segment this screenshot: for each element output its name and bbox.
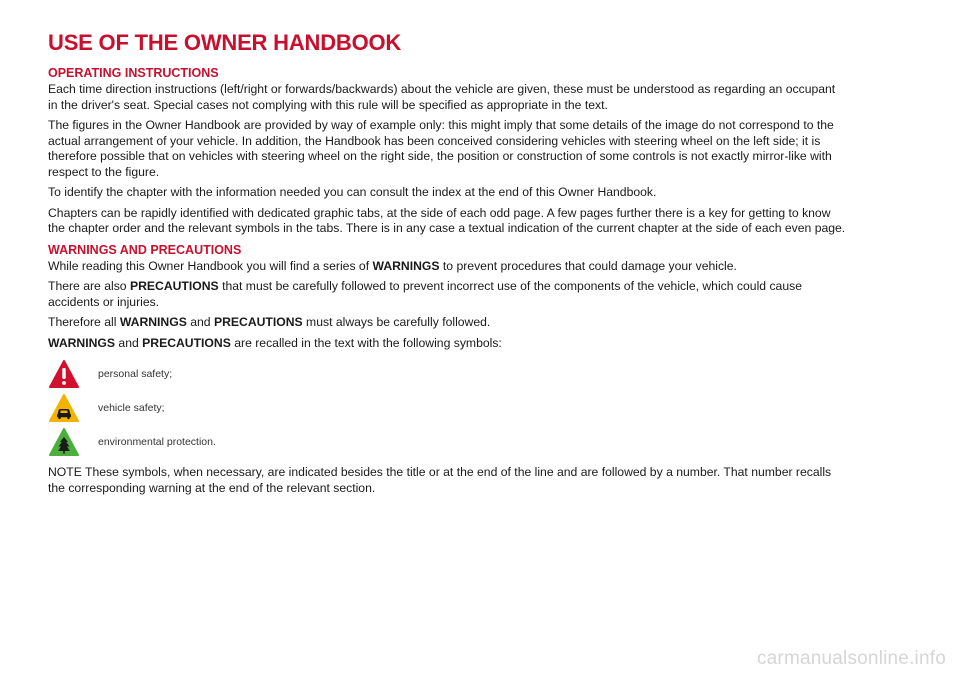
vehicle-safety-icon [48, 393, 80, 423]
personal-safety-icon [48, 359, 80, 389]
watermark: carmanualsonline.info [756, 648, 946, 669]
paragraph-follow: Therefore all WARNINGS and PRECAUTIONS must always be carefully followed. [48, 315, 491, 329]
symbol-label: personal safety; [98, 368, 173, 380]
section-heading-operating-instructions: OPERATING INSTRUCTIONS [48, 66, 219, 80]
symbol-label: vehicle safety; [98, 402, 165, 414]
paragraph-chapter-tabs: Chapters can be rapidly identified with dedicated graphic tabs, at the side of each odd page. A few pages further there is a key for getting to know the chapter order and the relevant symbols in the tabs. There is in any case a textual indication of the current chapter at the side of each even page. [48, 205, 846, 235]
symbol-row-vehicle-safety [48, 391, 848, 425]
paragraph-symbols-intro: WARNINGS and PRECAUTIONS are recalled in the text with the following symbols: [48, 335, 502, 350]
page-title: USE OF THE OWNER HANDBOOK [48, 30, 402, 55]
symbol-label: environmental protection. [98, 436, 216, 448]
handbook-page [48, 30, 848, 501]
paragraph-direction-instructions: Each time direction instructions (left/right or forwards/backwards) about the vehicle are given, these must be understood as regarding an occupant in the driver's seat. Special cases not complying with this rule will be specified as appropriate in the text. [48, 82, 836, 112]
bold-warnings: WARNINGS [372, 258, 440, 273]
symbol-list [48, 357, 848, 459]
paragraph-index: To identify the chapter with the information needed you can consult the index at the end of this Owner Handbook. [48, 185, 657, 199]
symbol-row-personal-safety [48, 357, 848, 391]
symbol-row-environmental-protection [48, 425, 848, 459]
paragraph-note: NOTE These symbols, when necessary, are indicated besides the title or at the end of the line and are followed by a number. That number recalls the corresponding warning at the end of the relevant section. [48, 465, 832, 495]
paragraph-figures: The figures in the Owner Handbook are provided by way of example only: this might imply that some details of the image do not correspond to the actual arrangement of your vehicle. In addition, the Handbook has been conceived considering vehicles with steering wheel on the left side; it is therefore possible that on vehicles with steering wheel on the right side, the position or construction of some controls is not exactly mirror-like with respect to the figure. [48, 118, 834, 179]
paragraph-warnings: While reading this Owner Handbook you will find a series of WARNINGS to prevent procedures that could damage your vehicle. [48, 258, 737, 273]
section-heading-warnings-precautions: WARNINGS AND PRECAUTIONS [48, 242, 242, 257]
bold-precautions: PRECAUTIONS [129, 279, 219, 293]
environmental-protection-icon [48, 427, 80, 457]
paragraph-precautions: There are also PRECAUTIONS that must be carefully followed to prevent incorrect use of the components of the vehicle, which could cause accidents or injuries. [48, 279, 802, 309]
